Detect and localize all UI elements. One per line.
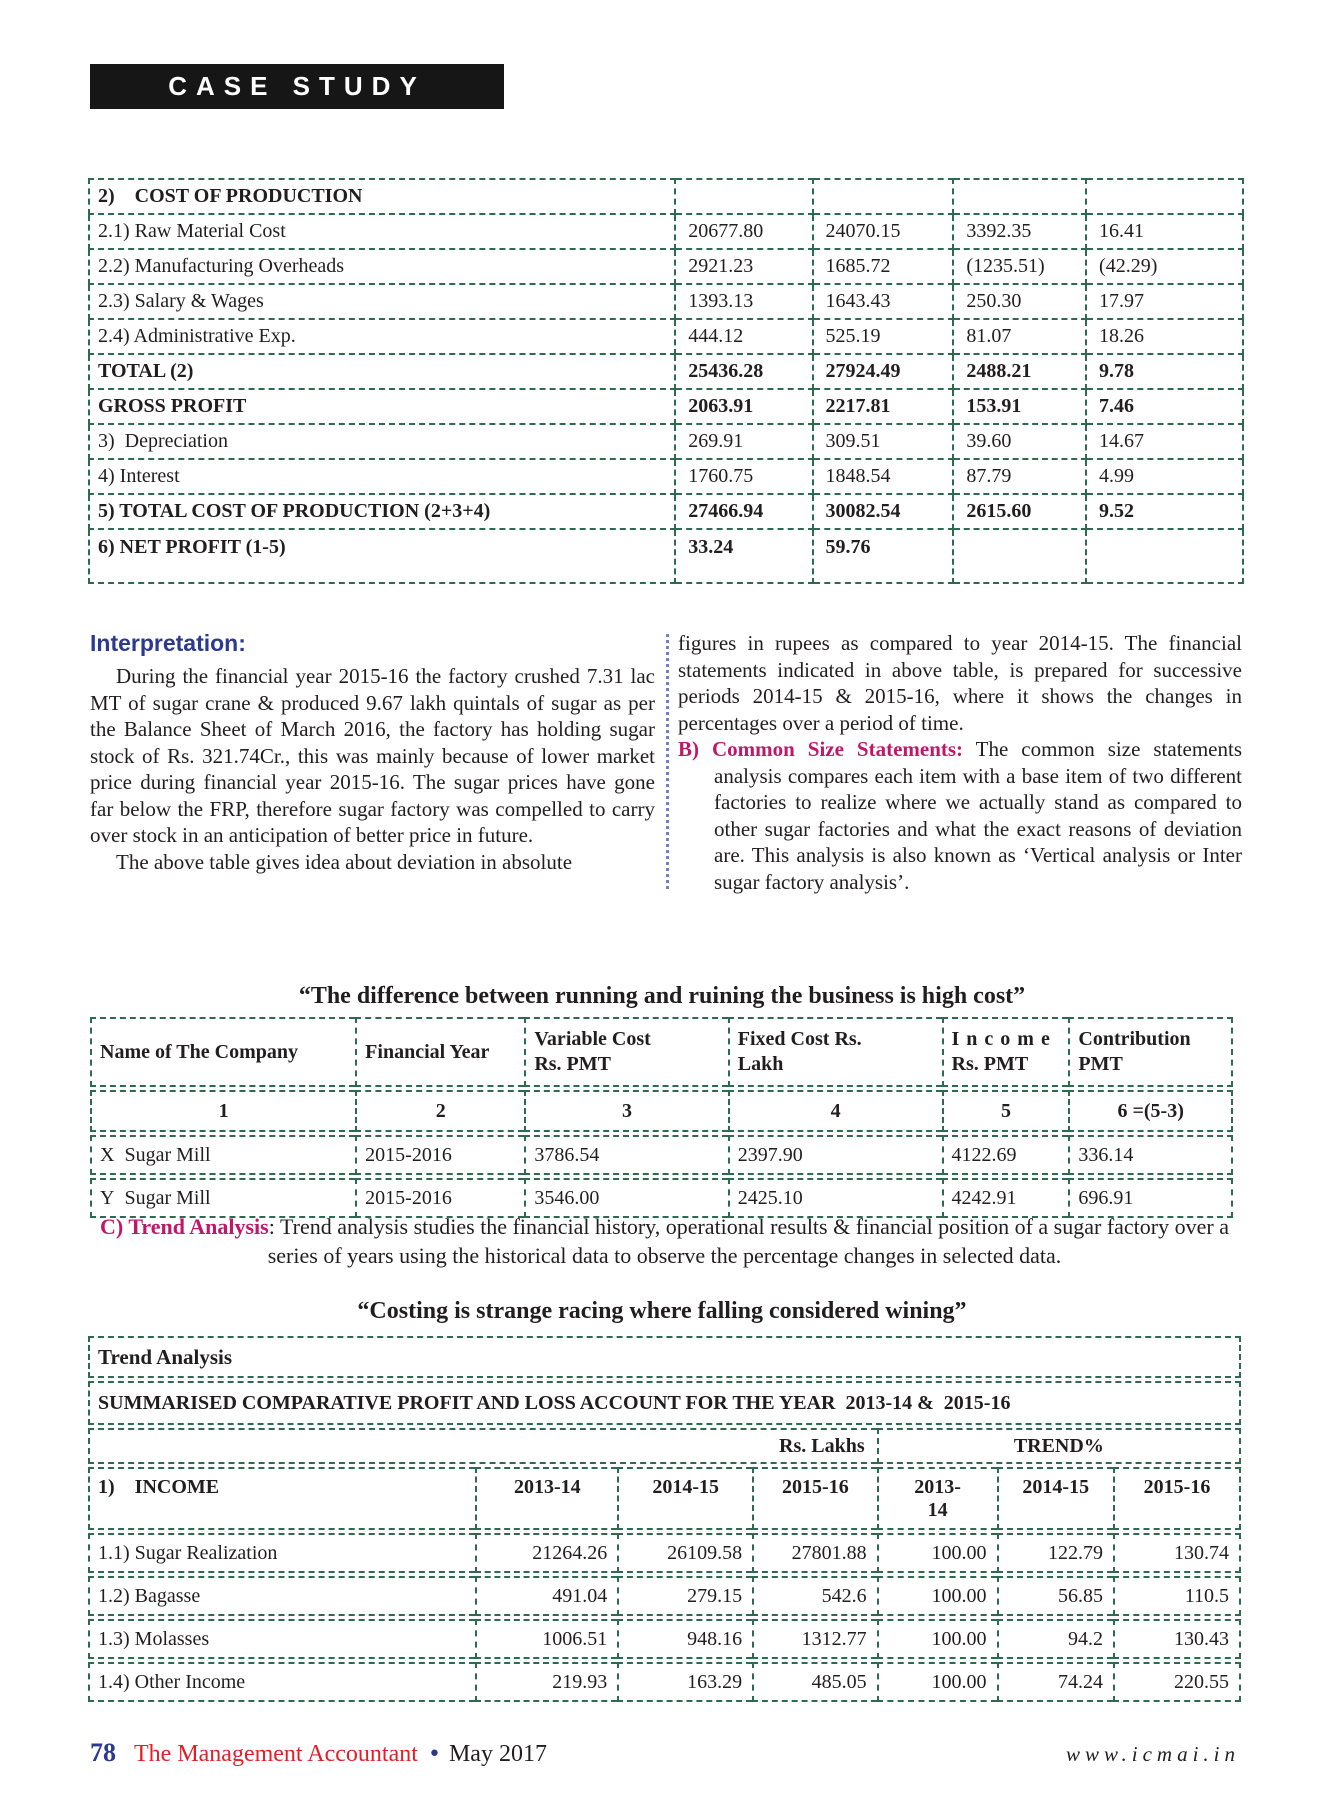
row-label-cell: GROSS PROFIT <box>89 389 675 424</box>
header-line: PMT <box>1078 1053 1123 1075</box>
quote-high-cost: “The difference between running and ruining the business is high cost” <box>298 983 1026 1009</box>
value-cell: 1006.51 <box>475 1619 617 1659</box>
table-title-row <box>88 1336 1241 1378</box>
value-cell: 122.79 <box>997 1533 1113 1573</box>
table-title: Trend Analysis <box>88 1336 1241 1378</box>
units-row <box>88 1428 1241 1464</box>
value-cell <box>953 179 1086 214</box>
column-header <box>942 1017 1069 1087</box>
value-cell: 309.51 <box>813 424 954 459</box>
value-cell: 250.30 <box>953 284 1086 319</box>
value-cell: 9.78 <box>1086 354 1243 389</box>
company-name-cell: X Sugar Mill <box>90 1135 355 1175</box>
value-cell: 16.41 <box>1086 214 1243 249</box>
value-cell: (42.29) <box>1086 249 1243 284</box>
page-footer <box>90 1738 1240 1768</box>
value-cell: 4.99 <box>1086 459 1243 494</box>
value-cell: 525.19 <box>813 319 954 354</box>
year-header: 2015-16 <box>1113 1467 1241 1530</box>
cost-of-production-table <box>88 178 1244 584</box>
value-cell: 220.55 <box>1113 1662 1241 1702</box>
paragraph-text: : Trend analysis studies the financial history, operational results & financial position of a sugar factory over a series of years using the historical data to observe the percentage changes in selected data. <box>267 1214 1229 1268</box>
value-cell <box>675 179 812 214</box>
value-cell: 130.43 <box>1113 1619 1241 1659</box>
value-cell: 4122.69 <box>942 1135 1069 1175</box>
case-study-banner <box>90 64 504 109</box>
value-cell: 1393.13 <box>675 284 812 319</box>
row-label-cell: 2.4) Administrative Exp. <box>89 319 675 354</box>
value-cell: 20677.80 <box>675 214 812 249</box>
year-header <box>877 1467 997 1530</box>
value-cell: 2615.60 <box>953 494 1086 529</box>
value-cell: 4242.91 <box>942 1178 1069 1218</box>
table-row <box>89 389 1243 424</box>
issue-date: May 2017 <box>448 1741 547 1767</box>
paragraph: During the financial year 2015-16 the factory crushed 7.31 lac MT of sugar crane & produced 9.67 lakh quintals of sugar as per the Balance Sheet of March 2016, the factory has holding sugar stock of Rs. 321.74Cr., this was mainly because of lower market price during financial year 2015-16. The sugar prices have gone far below the FRP, therefore sugar factory was compelled to carry over stock in an anticipation of better price in future. <box>90 664 655 847</box>
table-subtitle: SUMMARISED COMPARATIVE PROFIT AND LOSS ACCOUNT FOR THE YEAR 2013-14 & 2015-16 <box>88 1381 1241 1425</box>
table-row <box>88 1662 1241 1702</box>
value-cell: 100.00 <box>877 1533 997 1573</box>
column-number-cell: 6 =(5-3) <box>1068 1090 1233 1132</box>
value-cell: 153.91 <box>953 389 1086 424</box>
header-line: Variable Cost <box>534 1028 651 1050</box>
year-header: 2015-16 <box>752 1467 877 1530</box>
row-label-cell: 2) COST OF PRODUCTION <box>89 179 675 214</box>
year-header: 2014-15 <box>617 1467 752 1530</box>
header-line: Financial Year <box>365 1040 490 1063</box>
table-row <box>88 1533 1241 1573</box>
value-cell: 27924.49 <box>813 354 954 389</box>
value-cell: 25436.28 <box>675 354 812 389</box>
value-cell: 3786.54 <box>524 1135 727 1175</box>
row-label-cell: 2.1) Raw Material Cost <box>89 214 675 249</box>
section-header: 1) INCOME <box>88 1467 475 1530</box>
value-cell: 696.91 <box>1068 1178 1233 1218</box>
column-header <box>90 1017 355 1087</box>
table-row <box>89 529 1243 583</box>
row-label-cell: 3) Depreciation <box>89 424 675 459</box>
value-cell: 1848.54 <box>813 459 954 494</box>
column-header <box>355 1017 524 1087</box>
row-label-cell: 5) TOTAL COST OF PRODUCTION (2+3+4) <box>89 494 675 529</box>
paragraph: The above table gives idea about deviation in absolute <box>116 849 573 874</box>
column-number-cell: 2 <box>355 1090 524 1132</box>
interpretation-heading: Interpretation: <box>90 630 246 656</box>
value-cell: 59.76 <box>813 529 954 583</box>
value-cell: 39.60 <box>953 424 1086 459</box>
value-cell: 81.07 <box>953 319 1086 354</box>
row-label-cell: 6) NET PROFIT (1-5) <box>89 529 675 583</box>
row-label-cell: 1.3) Molasses <box>88 1619 475 1659</box>
column-header <box>1068 1017 1233 1087</box>
value-cell: 2488.21 <box>953 354 1086 389</box>
magazine-title: The Management Accountant <box>134 1741 418 1767</box>
row-label-cell: TOTAL (2) <box>89 354 675 389</box>
value-cell: 24070.15 <box>813 214 954 249</box>
value-cell <box>1086 529 1243 583</box>
numbering-row <box>90 1090 1233 1132</box>
header-row <box>88 1467 1241 1530</box>
value-cell: 17.97 <box>1086 284 1243 319</box>
column-header <box>524 1017 727 1087</box>
header-line: Name of The Company <box>100 1040 298 1063</box>
value-cell: 26109.58 <box>617 1533 752 1573</box>
paragraph-text: The common size statements analysis compares each item with a base item of two different factories to realize where we actually stand as compared to other sugar factories and what the exact reasons of deviation are. This analysis is also known as ‘Vertical analysis or Inter sugar factory analysis’. <box>714 737 1243 894</box>
paragraph: figures in rupees as compared to year 2014-15. The financial statements indicated in above table, is prepared for successive periods 2014-15 & 2015-16, where it shows the changes in percentages over a period of time. <box>678 631 1242 735</box>
right-text-column <box>678 630 1242 895</box>
value-cell: 14.67 <box>1086 424 1243 459</box>
value-cell: 1685.72 <box>813 249 954 284</box>
value-cell: 542.6 <box>752 1576 877 1616</box>
trend-analysis-table <box>88 1333 1241 1705</box>
value-cell: 2425.10 <box>728 1178 942 1218</box>
table-row <box>89 319 1243 354</box>
table-subtitle-row <box>88 1381 1241 1425</box>
units-label: Rs. Lakhs <box>88 1428 877 1464</box>
table-row <box>89 354 1243 389</box>
value-cell: 87.79 <box>953 459 1086 494</box>
value-cell: 27466.94 <box>675 494 812 529</box>
table-row <box>88 1576 1241 1616</box>
value-cell: 948.16 <box>617 1619 752 1659</box>
value-cell: 1760.75 <box>675 459 812 494</box>
interpretation-section <box>90 630 1242 895</box>
common-size-statements-heading: B) Common Size Statements: <box>678 737 964 761</box>
header-line: Rs. PMT <box>534 1053 611 1075</box>
value-cell: 485.05 <box>752 1662 877 1702</box>
table-row <box>89 249 1243 284</box>
website-url: www.icmai.in <box>1066 1742 1240 1766</box>
value-cell: 2063.91 <box>675 389 812 424</box>
value-cell: 2397.90 <box>728 1135 942 1175</box>
column-number-cell: 5 <box>942 1090 1069 1132</box>
table-row <box>90 1135 1233 1175</box>
value-cell: 94.2 <box>997 1619 1113 1659</box>
table-row <box>89 494 1243 529</box>
value-cell: 130.74 <box>1113 1533 1241 1573</box>
table-row <box>89 284 1243 319</box>
value-cell: 56.85 <box>997 1576 1113 1616</box>
value-cell: 336.14 <box>1068 1135 1233 1175</box>
paragraph <box>678 736 1242 895</box>
column-number-cell: 3 <box>524 1090 727 1132</box>
value-cell: 444.12 <box>675 319 812 354</box>
row-label-cell: 2.2) Manufacturing Overheads <box>89 249 675 284</box>
value-cell: 3546.00 <box>524 1178 727 1218</box>
value-cell <box>813 179 954 214</box>
header-line: Rs. PMT <box>951 1053 1029 1075</box>
value-cell: 1312.77 <box>752 1619 877 1659</box>
value-cell <box>953 529 1086 583</box>
table-row <box>88 1619 1241 1659</box>
value-cell: 27801.88 <box>752 1533 877 1573</box>
column-divider <box>666 634 669 889</box>
table-row <box>89 424 1243 459</box>
value-cell: 9.52 <box>1086 494 1243 529</box>
left-text-column <box>90 630 655 895</box>
table-row <box>89 459 1243 494</box>
year-header: 2013-14 <box>475 1467 617 1530</box>
value-cell: 3392.35 <box>953 214 1086 249</box>
value-cell: 2015-2016 <box>355 1178 524 1218</box>
company-name-cell: Y Sugar Mill <box>90 1178 355 1218</box>
value-cell: 219.93 <box>475 1662 617 1702</box>
value-cell: 100.00 <box>877 1619 997 1659</box>
header-line: Income <box>951 1028 1057 1050</box>
separator-dot-icon: ● <box>429 1744 439 1761</box>
value-cell: 18.26 <box>1086 319 1243 354</box>
table-row <box>89 214 1243 249</box>
value-cell: 2015-2016 <box>355 1135 524 1175</box>
value-cell: 100.00 <box>877 1576 997 1616</box>
column-header <box>728 1017 942 1087</box>
row-label-cell: 1.4) Other Income <box>88 1662 475 1702</box>
header-line: Fixed Cost Rs. <box>737 1028 862 1050</box>
value-cell: 7.46 <box>1086 389 1243 424</box>
header-row <box>90 1017 1233 1087</box>
value-cell: 279.15 <box>617 1576 752 1616</box>
value-cell: 30082.54 <box>813 494 954 529</box>
year-header-text: 2013-14 <box>914 1476 961 1521</box>
trend-analysis-paragraph <box>88 1212 1241 1270</box>
value-cell: 1643.43 <box>813 284 954 319</box>
row-label-cell: 1.2) Bagasse <box>88 1576 475 1616</box>
header-line: Contribution <box>1078 1028 1191 1050</box>
row-label-cell: 2.3) Salary & Wages <box>89 284 675 319</box>
value-cell: 491.04 <box>475 1576 617 1616</box>
header-line: Lakh <box>737 1053 784 1075</box>
row-label-cell: 1.1) Sugar Realization <box>88 1533 475 1573</box>
value-cell: 269.91 <box>675 424 812 459</box>
value-cell: 21264.26 <box>475 1533 617 1573</box>
value-cell <box>1086 179 1243 214</box>
banner-title: CASE STUDY <box>168 71 426 101</box>
value-cell: 2217.81 <box>813 389 954 424</box>
value-cell: (1235.51) <box>953 249 1086 284</box>
quote-costing: “Costing is strange racing where falling considered wining” <box>357 1298 967 1324</box>
value-cell: 110.5 <box>1113 1576 1241 1616</box>
trend-percent-label: TREND% <box>877 1428 1241 1464</box>
page-number: 78 <box>90 1738 116 1767</box>
value-cell: 100.00 <box>877 1662 997 1702</box>
value-cell: 74.24 <box>997 1662 1113 1702</box>
table-row <box>89 179 1243 214</box>
company-comparison-table <box>90 1014 1233 1221</box>
value-cell: 2921.23 <box>675 249 812 284</box>
value-cell: 163.29 <box>617 1662 752 1702</box>
year-header: 2014-15 <box>997 1467 1113 1530</box>
column-number-cell: 1 <box>90 1090 355 1132</box>
column-number-cell: 4 <box>728 1090 942 1132</box>
row-label-cell: 4) Interest <box>89 459 675 494</box>
trend-analysis-heading: C) Trend Analysis <box>100 1214 269 1239</box>
value-cell: 33.24 <box>675 529 812 583</box>
